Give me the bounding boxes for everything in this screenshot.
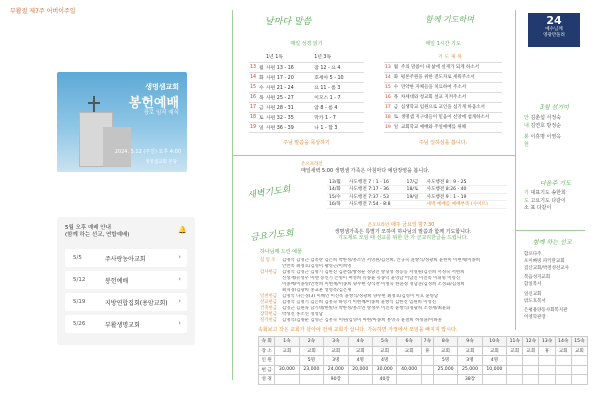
friday-line1: 생명샘가족은 특별기 모하여 하나님의 말씀과 함께 기도합니다. xyxy=(334,228,472,235)
chevron-right-icon: › xyxy=(178,253,181,261)
bell-icon[interactable]: 🔔 xyxy=(178,226,187,234)
afternoon-service-panel xyxy=(57,217,195,345)
table-row: 15 수 사편 21 - 24 요 11 - 롬 3 xyxy=(249,82,364,92)
dawn-title: 매일새벽 5:00 생명샘 가족은 아침마다 예담장영을 봅니다. xyxy=(301,168,430,174)
event-banner[interactable] xyxy=(57,72,187,172)
bible-heading: 날마다 말씀 xyxy=(265,17,312,27)
table-row: 장 소 교회 교회 교회 교회 교회 교회 휴 교회 교회 교회 교회 교회 휴 교회 교회 xyxy=(259,346,588,356)
table-row: 17 금 사편 28 - 31 암 8 - 롬 4 xyxy=(249,102,364,112)
offering-heading: 하나님께 드린 예물 xyxy=(260,249,302,255)
service-row[interactable]: 5/19 지방연합집회(용암교회) › xyxy=(65,293,187,311)
logo-line1: 예수님께 xyxy=(545,27,563,32)
table-row: 14 화 사편 17 - 20 호세아 5 - 10 xyxy=(249,72,364,82)
table-row: 18 토 생명샘 지구대들이 믿음이 신앙에 섭게하소서 xyxy=(384,112,502,122)
panel-subtitle: (함께 하는 선교, 연합예배) xyxy=(65,232,130,239)
offering-list: 십 일 조 김명석 김영근 김옥란 김은희 박한정/홍소연 서영원/김선희, 안규숙 윤쌍식/정광희 윤한미 이현께/이종희 안찬옥 최정호/김영미 황영근/이희영 감사헌금 김명석 김영근 김명기 김한진 김춘섭/방정순 정당진 방형성 정동동 서영원/김선희 서정숙 서현희 신성재/유성우 아멘 송연기 손빙이 여성희 유종윤 유종덕 윤영남 이남진 이진옥 이휘명 이영진 이종배/이종영/안찬희 이현께/이종희 양무현 장석찬 이명숙 한윤정 정남준/김정희 조성화/김정희 최혁경/김광희 홍교훈 성영복/김은재 일천헌금 김명석 나은경(3) 이혜인 이진옥 윤쌍식/정광희 양무현 최정호/김영미 이호 윤영남 선교헌금 김명석 김명기 김은희 김흥숙 하영기 이현께/이종희 윤쌍식 김한진 임원희 이영진 건축헌금 김영근 김원독 남기태/한빛다 박한정/홍소연 방정무 이진옥 윤쌍식/정광희 조성재/최윤화 장학헌금 박성진 홍소연 정영남 절기헌금 김명석/김명순 김영근 김흥숙 이원/김영미 아현/아종희 홍영곡 윤철희 허정윤/이하홍 xyxy=(260,258,481,323)
table-row: 13 월 주의 말씀이 내 삶에 실재가 되게 하소서 xyxy=(384,62,502,72)
service-row[interactable]: 5/5 주사랑농아교회 › xyxy=(65,249,187,267)
banner-title: 봉헌예배 xyxy=(128,96,179,111)
table-row: 19 일 사편 36 - 39 나 1 - 합 3 xyxy=(249,122,364,132)
table-row: 16/목 사도행전 7:54 - 8:8 새벽 예배를 예배부족 (사이트) xyxy=(327,201,507,209)
next-week-list: 기 대표기도 송한희 도 고요기도 다같이 소 표 다같이 xyxy=(524,190,566,211)
logo-line2: 영광만돌려 xyxy=(543,33,565,38)
prayer-heading: 함께 기도하며 xyxy=(425,15,474,24)
service-row[interactable]: 5/12 봉헌예배 › xyxy=(65,271,187,289)
table-row: 16 목 사편 25 - 27 이모스 1 - 7 xyxy=(249,92,364,102)
mission-list: 합포다주 포이빠빙 파키란교회 검산교회/박철성선교사 복음성지교회 함일복서 일신교회 밖도호복서 은평용양동사회복지관 이영학관장 xyxy=(524,252,569,320)
friday-line2: 기도제로 모임 때 선교를 위한 한 가 군교리한글을 드립니다. xyxy=(337,234,469,241)
table-header-row: 속 회 1속 2속 3속 4속 5속 6속 7속 8속 9속 10속 11속 12속 13속 14속 15속 xyxy=(259,337,588,347)
usher-list: 안 김춘섭 서정숙 내 김연호 방정순 봉 이휴명 이영옥 헌 xyxy=(524,115,562,148)
table-row: 인 원 5명 3명 4명 4명 5명 3명 4명 xyxy=(259,356,588,366)
table-row: 13/월 사도행전 7 : 1 - 16 17/금 사도행전 8 : 9 - 25 xyxy=(327,178,507,186)
banner-place: 생명샘교회 본당 xyxy=(145,160,177,165)
table-row: 16 목 차세대와 청교회 설교 지켜주소서 xyxy=(384,92,502,102)
chevron-right-icon: › xyxy=(178,319,181,327)
dawn-tag: 온오프라인 xyxy=(301,162,323,167)
prayer-table-title: 매일 1시간 기도 xyxy=(425,41,461,47)
friday-title: 매주 금요일 밤7:30 xyxy=(390,222,435,228)
friday-tag: 온오프라인 xyxy=(367,223,390,228)
mission-heading: 함께 하는 선교 xyxy=(533,239,572,246)
table-row: 15/수 사도행전 7:37 - 53 19/일 사도행전 9 : 1 - 19 xyxy=(327,193,507,201)
table-row: 13 월 사편 13 - 16 잠 12 - 요 4 xyxy=(249,62,364,72)
chevron-right-icon: › xyxy=(178,275,181,283)
table-row: 15 수 연약한 자체들을 치료하여 주소서 xyxy=(384,82,502,92)
cell-group-table xyxy=(258,336,588,385)
bible-table-title: 매일 성경 읽기 xyxy=(290,41,323,47)
dawn-heading: 새벽기도회 xyxy=(246,185,292,201)
divider-right-mid xyxy=(515,230,585,231)
prayer-table: 기도제목 13 월 주의 말씀이 내 삶에 실재가 되게 하소서 14 화 평론주원을 위한 전도자로 세워주소서 15 수 연약한 자체들을 치료하여 주소서 16 목 차세대와 청교회 설교 지켜주소서 17 금 십생학교 임원으로 교인을 섬기게 하옵소서 18 토 생명샘 지구대들이 믿음이 신앙에 섭게하소서 19 일 교회학교 예배와 주일예배를 위해 xyxy=(384,52,502,133)
friday-heading: 금요기도회 xyxy=(249,228,295,244)
divider-horizontal xyxy=(232,155,515,156)
service-row[interactable]: 5/26 부활생명교회 › xyxy=(65,315,187,333)
dawn-schedule-table xyxy=(327,178,507,209)
panel-title: 5월 오후 예배 안내 xyxy=(65,225,111,231)
page-title: 부활절 제7주 어버이주일 xyxy=(10,8,76,15)
church-logo xyxy=(528,13,580,47)
divider-left xyxy=(232,10,233,380)
logo-number: 24 xyxy=(546,14,562,27)
banner-subtitle: 장로 임직 예식 xyxy=(143,110,179,116)
cell-group-footer: 속회보고 작은 교회가 살아야 전체 교회가 삽니다. 가능하면 가정에서 모임을 빠지지 맙시다. xyxy=(258,327,458,333)
next-week-heading: 다음주 기도 xyxy=(540,180,571,187)
prayer-footer: 주님 일하심을 봅니다. xyxy=(418,140,468,146)
table-row: 현 금 30,000 23,000 24,000 20,000 30,000 40,000 25,000 25,000 10,000 xyxy=(259,365,588,375)
banner-church: 생명샘교회 xyxy=(145,83,179,91)
table-row: 19 일 교회학교 예배와 주일예배를 위해 xyxy=(384,122,502,132)
table-row: 성 경 90장 40장 38장 xyxy=(259,375,588,385)
table-row: 14 화 평론주원을 위한 전도자로 세워주소서 xyxy=(384,72,502,82)
bible-reading-table: 1년 1독 1년 3독 13 월 사편 13 - 16 잠 12 - 요 4 14 화 사편 17 - 20 호세아 5 - 10 15 수 사편 21 - 24 요 11 - 롬 3 16 목 사편 25 - 27 이모스 1 - 7 17 금 사편 28 - 31 암 8 - 롬 4 18 토 사편 32 - 35 막카 1 - 7 19 일 사편 36 - 39 나 1 - 합 3 xyxy=(249,52,364,133)
usher-heading: 3월 섬기미 xyxy=(540,104,569,111)
chevron-right-icon: › xyxy=(178,297,181,305)
table-row: 17 금 십생학교 임원으로 교인을 섬기게 하옵소서 xyxy=(384,102,502,112)
bible-footer: 주님 말씀을 묵상하기 xyxy=(283,140,330,146)
table-row: 14/화 사도행전 7:17 - 36 18/토 사도행전 8:26 - 40 xyxy=(327,186,507,194)
friday-block xyxy=(318,222,488,241)
banner-date: 2024. 5.12 (주일) 오후 4:00 xyxy=(114,149,181,155)
table-row: 18 토 사편 32 - 35 막카 1 - 7 xyxy=(249,112,364,122)
